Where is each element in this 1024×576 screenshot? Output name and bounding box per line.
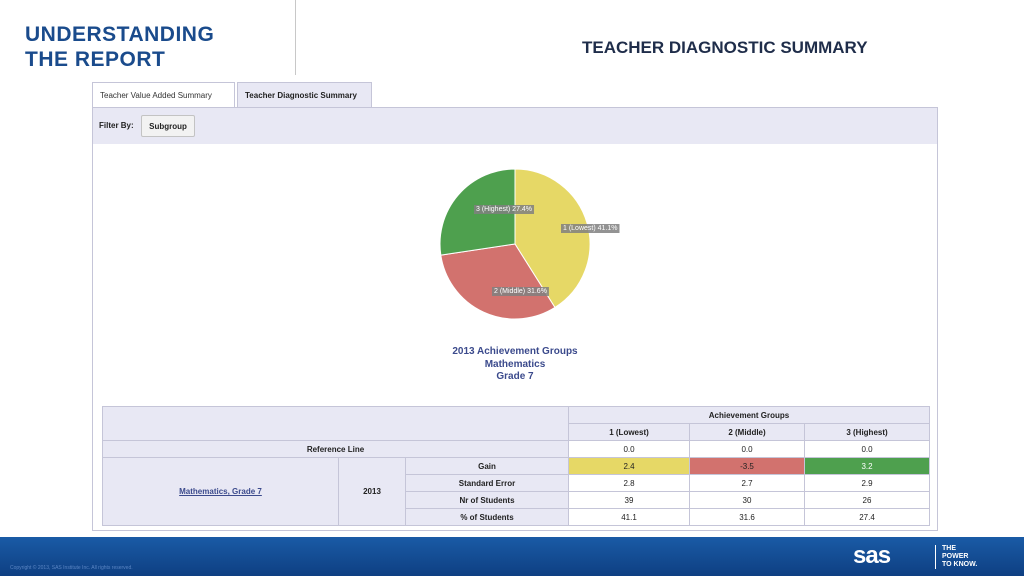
report-panel <box>92 82 938 531</box>
reference-line-label: Reference Line <box>103 441 569 458</box>
tab-content <box>92 107 938 531</box>
reference-value-1: 0.0 <box>569 441 690 458</box>
group-header-3: 3 (Highest) <box>805 424 930 441</box>
heading-line-2: THE REPORT <box>25 48 166 71</box>
group-header-1: 1 (Lowest) <box>569 424 690 441</box>
chart-title <box>415 346 615 384</box>
reference-value-2: 0.0 <box>690 441 805 458</box>
chart-title-line-2: Mathematics <box>484 358 546 370</box>
row-label-pct-students: % of Students <box>406 509 569 526</box>
footer-bar <box>0 537 1024 576</box>
se-value-3: 2.9 <box>805 475 930 492</box>
pct-value-3: 27.4 <box>805 509 930 526</box>
nr-value-2: 30 <box>690 492 805 509</box>
subject-link[interactable]: Mathematics, Grade 7 <box>179 487 262 496</box>
nr-value-1: 39 <box>569 492 690 509</box>
row-label-nr-students: Nr of Students <box>406 492 569 509</box>
slide-title: TEACHER DIAGNOSTIC SUMMARY <box>582 38 868 57</box>
filter-label: Filter By: <box>99 121 134 130</box>
row-label-standard-error: Standard Error <box>406 475 569 492</box>
pie-label-3: 3 (Highest) 27.4% <box>476 206 533 213</box>
year-cell: 2013 <box>339 458 406 526</box>
gain-value-1: 2.4 <box>569 458 690 475</box>
nr-value-3: 26 <box>805 492 930 509</box>
tagline <box>935 545 977 569</box>
section-heading <box>25 22 214 72</box>
subgroup-button[interactable]: Subgroup <box>141 115 195 137</box>
chart-title-line-1: 2013 Achievement Groups <box>452 346 578 357</box>
heading-line-1: UNDERSTANDING <box>25 23 215 46</box>
gain-value-3: 3.2 <box>805 458 930 475</box>
se-value-2: 2.7 <box>690 475 805 492</box>
tagline-line-1: THE <box>942 545 956 552</box>
tagline-line-3: TO KNOW. <box>942 561 978 568</box>
header-divider <box>295 0 296 75</box>
pct-value-2: 31.6 <box>690 509 805 526</box>
copyright-text: Copyright © 2013, SAS Institute Inc. All rights reserved. <box>10 565 133 571</box>
pie-label-1: 1 (Lowest) 41.1% <box>563 225 618 232</box>
tab-teacher-value-added-summary[interactable]: Teacher Value Added Summary <box>92 82 235 107</box>
achievement-groups-header: Achievement Groups <box>569 407 930 424</box>
group-header-2: 2 (Middle) <box>690 424 805 441</box>
gain-value-2: -3.5 <box>690 458 805 475</box>
sas-logo: sas <box>853 542 891 569</box>
chart-title-line-3: Grade 7 <box>496 371 534 382</box>
achievement-pie-chart <box>93 108 937 348</box>
se-value-1: 2.8 <box>569 475 690 492</box>
row-label-gain: Gain <box>406 458 569 475</box>
tab-teacher-diagnostic-summary[interactable]: Teacher Diagnostic Summary <box>237 82 372 107</box>
subject-cell <box>103 458 339 526</box>
pct-value-1: 41.1 <box>569 509 690 526</box>
reference-value-3: 0.0 <box>805 441 930 458</box>
diagnostic-table <box>102 406 930 526</box>
header-blank <box>103 407 569 441</box>
tagline-line-2: POWER <box>942 553 969 560</box>
pie-label-2: 2 (Middle) 31.6% <box>494 288 547 295</box>
